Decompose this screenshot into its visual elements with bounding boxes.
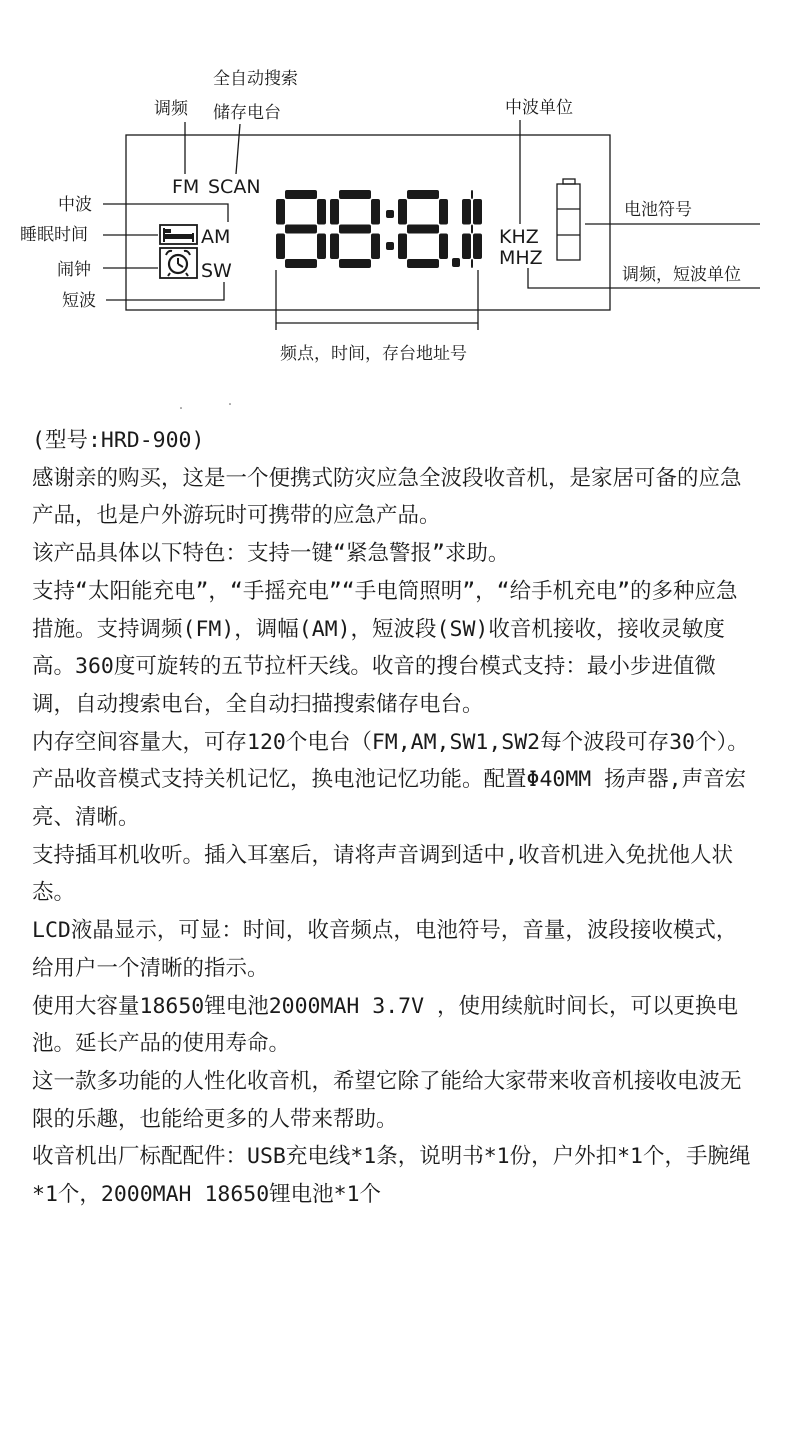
model-number: (型号:HRD-900) — [32, 428, 205, 453]
paragraph-1: 感谢亲的购买，这是一个便携式防灾应急全波段收音机，是家居可备的应急产品，也是户外游玩时可携带的应急产品。 — [32, 465, 742, 529]
label-alarm: 闹钟 — [57, 260, 91, 280]
lcd-frame — [126, 135, 610, 310]
description — [32, 422, 752, 1214]
label-scan: SCAN — [208, 176, 261, 198]
paragraph-8: 这一款多功能的人性化收音机，希望它除了能给大家带来收音机接收电波无限的乐趣，也能给更多的人带来帮助。 — [32, 1068, 742, 1132]
label-auto-scan: 全自动搜索 — [213, 69, 298, 89]
label-am: AM — [201, 226, 231, 248]
leader-sw — [106, 282, 224, 300]
label-freq-caption: 频点，时间，存台地址号 — [280, 344, 467, 364]
label-store-station: 储存电台 — [213, 103, 281, 123]
label-fm-sw-unit: 调频，短波单位 — [622, 265, 741, 285]
paragraph-6: LCD液晶显示，可显：时间，收音频点，电池符号，音量，波段接收模式，给用户一个清晰的指示。 — [32, 918, 738, 981]
seven-segment-display — [276, 190, 482, 268]
label-sw: SW — [201, 260, 232, 282]
paragraph-5: 支持插耳机收听。插入耳塞后，请将声音调到适中,收音机进入免扰他人状态。 — [32, 842, 733, 906]
label-mhz: MHZ — [499, 247, 543, 269]
leader-store — [236, 124, 240, 174]
label-tuning: 调频 — [154, 99, 188, 119]
sleep-bed-icon — [160, 225, 197, 244]
lcd-diagram — [0, 0, 790, 420]
label-sleep-time: 睡眠时间 — [20, 225, 88, 245]
paragraph-7: 使用大容量18650锂电池2000MAH 3.7V ，使用续航时间长，可以更换电池。延长产品的使用寿命。 — [32, 993, 738, 1057]
label-mw: 中波 — [58, 195, 92, 215]
battery-icon — [557, 179, 580, 260]
paragraph-3: 支持“太阳能充电”，“手摇充电”“手电筒照明”，“给手机充电”的多种应急措施。支持调频(FM)，调幅(AM)，短波段(SW)收音机接收，接收灵敏度高。360度可旋转的五节拉杆天线。收音的搜台模式支持：最小步进值微调，自动搜索电台，全自动扫描搜索储存电台。 — [32, 578, 738, 717]
paragraph-2: 该产品具体以下特色：支持一键“紧急警报”求助。 — [32, 541, 510, 567]
label-khz: KHZ — [499, 226, 539, 248]
label-sw-band: 短波 — [62, 291, 96, 311]
paragraph-4: 内存空间容量大，可存120个电台（FM,AM,SW1,SW2每个波段可存30个）。产品收音模式支持关机记忆，换电池记忆功能。配置Φ40MM 扬声器,声音宏亮、清晰。 — [32, 729, 749, 831]
label-mw-unit: 中波单位 — [505, 98, 573, 118]
label-fm: FM — [172, 176, 200, 198]
alarm-clock-icon — [160, 248, 197, 278]
paragraph-9: 收音机出厂标配配件：USB充电线*1条，说明书*1份，户外扣*1个，手腕绳*1个，2000MAH 18650锂电池*1个 — [32, 1144, 751, 1208]
label-battery-symbol: 电池符号 — [624, 200, 692, 220]
leader-mw — [103, 204, 228, 222]
